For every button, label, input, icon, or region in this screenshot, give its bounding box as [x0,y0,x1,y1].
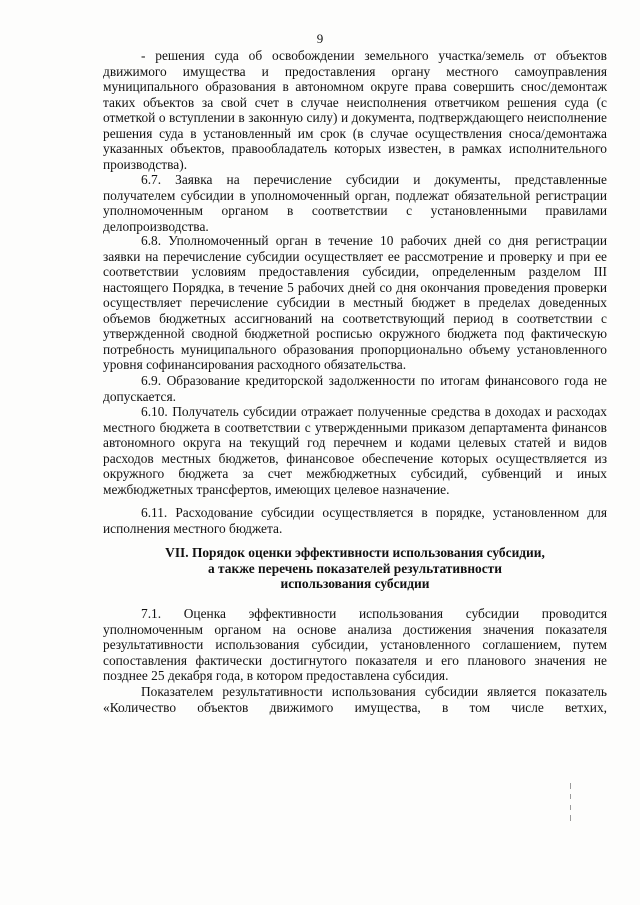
scan-artifact-mark [570,783,571,789]
paragraph-performance-indicator: Показателем результативности использования субсидии является показатель «Количество объектов движимого имущества, в том числе ветхих, [103,684,607,715]
section-vii-heading-line-2: а также перечень показателей результативности [208,560,502,576]
scan-artifact-mark [570,805,571,810]
paragraph-6-9: 6.9. Образование кредиторской задолженности по итогам финансового года не допускается. [103,373,607,404]
scan-artifact-mark [570,794,571,799]
paragraph-6-10: 6.10. Получатель субсидии отражает полученные средства в доходах и расходах местного бюджета в соответствии с утвержденными приказом департамента финансов автономного округа на текущий год перечнем и кодами целевых статей и видов расходов местных бюджетов, финансовое обеспечение которых осуществляется из окружного бюджета за счет межбюджетных субсидий, субвенций и иных межбюджетных трансфертов, имеющих целевое назначение. [103,404,607,497]
section-vii-heading-line-1: VII. Порядок оценки эффективности использования субсидии, [165,545,545,560]
paragraph-6-8: 6.8. Уполномоченный орган в течение 10 рабочих дней со дня регистрации заявки на перечисление субсидии осуществляет ее рассмотрение и проверку и при ее соответствии условиям предоставления субсидии, определенным разделом III настоящего Порядка, в течение 5 рабочих дней со дня окончания проведения проверки осуществляет перечисление субсидии в местный бюджет в пределах доведенных объемов бюджетных ассигнований на соответствующий период в соответствии с утвержденной сводной бюджетной росписью окружного бюджета под фактическую потребность муниципального образования пропорционально объему установленного уровня софинансирования расходного обязательства. [103,233,607,373]
paragraph-6-11: 6.11. Расходование субсидии осуществляется в порядке, установленном для исполнения местного бюджета. [103,505,607,536]
paragraph-court-decision: - решения суда об освобождении земельного участка/земель от объектов движимого имущества и предоставления органу местного самоуправления муниципального образования в автономном округе права совершить снос/демонтаж таких объектов за свой счет в случае неисполнения ответчиком решения суда (с отметкой о вступлении в законную силу) и документа, подтверждающего неисполнение решения суда в установленный им срок (в случае осуществления сноса/демонтажа указанных объектов, правообладатель которых известен, в рамках исполнительного производства). [103,48,607,172]
section-vii-heading-line-3: использования субсидии [280,576,430,591]
scan-artifact-mark [570,815,571,821]
paragraph-6-7: 6.7. Заявка на перечисление субсидии и документы, представленные получателем субсидии в уполномоченный орган, подлежат обязательной регистрации уполномоченным органом в соответствии с установленными правилами делопроизводства. [103,172,607,234]
paragraph-7-1: 7.1. Оценка эффективности использования субсидии проводится уполномоченным органом на основе анализа достижения значения показателя результативности использования субсидии, установленного соглашением, путем сопоставления фактически достигнутого показателя и его планового значения не позднее 25 декабря года, в котором предоставлена субсидия. [103,606,607,684]
page-number: 9 [316,31,324,46]
section-vii-heading [103,545,607,592]
